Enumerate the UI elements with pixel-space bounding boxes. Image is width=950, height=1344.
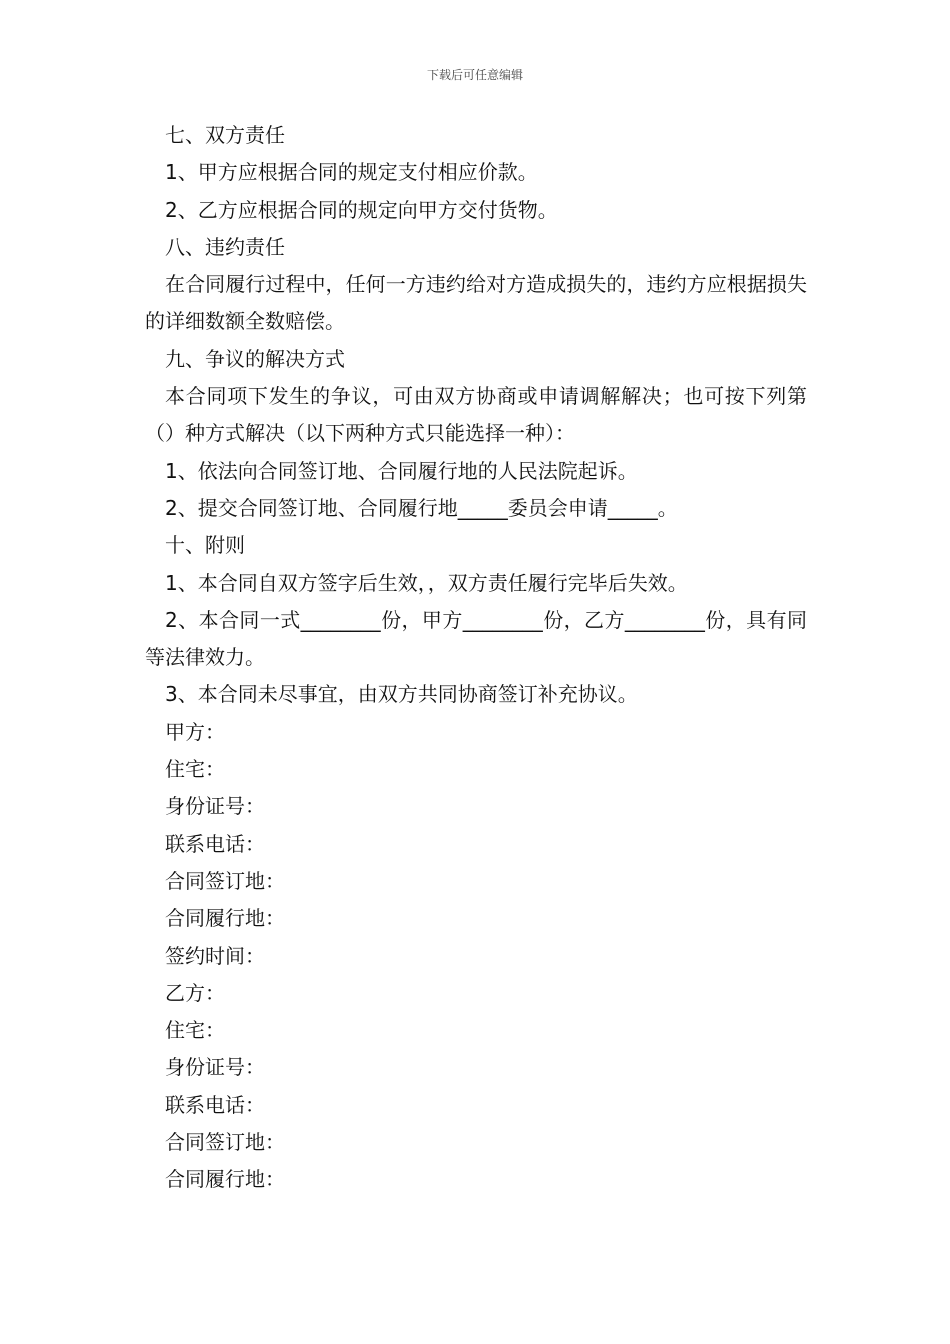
clause-item: 3、本合同未尽事宜，由双方共同协商签订补充协议。 (165, 682, 638, 707)
party-a-field: 合同履行地： (165, 906, 285, 931)
party-a-field: 签约时间： (165, 943, 265, 968)
party-a-field: 身份证号： (165, 794, 265, 819)
party-a-label: 甲方： (165, 719, 225, 744)
clause-item: 1、本合同自双方签字后生效，，双方责任履行完毕后失效。 (165, 570, 688, 595)
section-heading-supplementary: 十、附则 (165, 533, 245, 558)
party-b-field: 身份证号： (165, 1055, 265, 1080)
party-b-field: 合同签订地： (165, 1130, 285, 1155)
clause-paragraph: 本合同项下发生的争议，可由双方协商或申请调解解决；也可按下列第（）种方式解决（以下两种方式只能选择一种）： (145, 384, 807, 446)
section-heading-dispute: 九、争议的解决方式 (165, 346, 345, 371)
party-a-field: 合同签订地： (165, 868, 285, 893)
party-b-field: 联系电话： (165, 1092, 265, 1117)
clause-item: 1、依法向合同签订地、合同履行地的人民法院起诉。 (165, 458, 638, 483)
party-b-field: 合同履行地： (165, 1167, 285, 1192)
page-header-note: 下载后可任意编辑 (426, 68, 523, 82)
clause-item: 1、甲方应根据合同的规定支付相应价款。 (165, 160, 538, 185)
section-heading-responsibilities: 七、双方责任 (165, 123, 285, 147)
clause-item: 2、乙方应根据合同的规定向甲方交付货物。 (165, 197, 558, 222)
clause-item: 2、提交合同签订地、合同履行地_____委员会申请_____。 (165, 495, 678, 520)
party-a-field: 联系电话： (165, 831, 265, 856)
contract-body (145, 117, 807, 1199)
party-b-label: 乙方： (165, 980, 225, 1005)
party-a-field: 住宅： (165, 757, 225, 782)
party-b-field: 住宅： (165, 1018, 225, 1043)
clause-item: 2、本合同一式________份，甲方________份，乙方________份，具有同等法律效力。 (145, 607, 807, 670)
section-heading-breach: 八、违约责任 (165, 234, 285, 259)
clause-paragraph: 在合同履行过程中，任何一方违约给对方造成损失的，违约方应根据损失的详细数额全数赔偿。 (145, 272, 807, 334)
